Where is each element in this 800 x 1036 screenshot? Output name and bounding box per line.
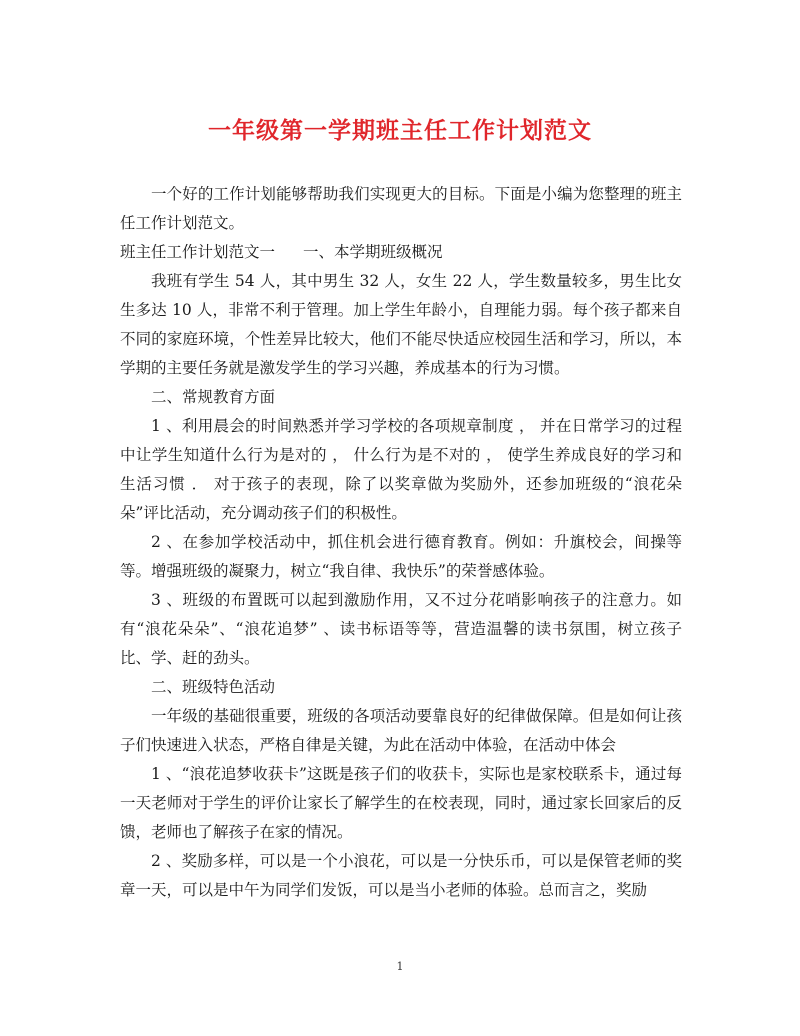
document-body (120, 180, 682, 905)
intro-paragraph: 一个好的工作计划能够帮助我们实现更大的目标。下面是小编为您整理的班主任工作计划范文。 (120, 185, 682, 232)
routine-item-1: 1 、利用晨会的时间熟悉并学习学校的各项规章制度 ， 并在日常学习的过程中让学生知道什么行为是对的 ， 什么行为是不对的 ， 使学生养成良好的学习和生活习惯 ． 对于孩子的表现，除了以奖章做为奖励外，还参加班级的“浪花朵朵”评比活动，充分调动孩子们的积极性。 (120, 417, 682, 522)
page-number: 1 (396, 960, 404, 973)
section-heading-routine-education: 二、常规教育方面 (151, 388, 276, 406)
routine-item-3: 3 、班级的布置既可以起到激励作用，又不过分花哨影响孩子的注意力。如有“浪花朵朵”、“浪花追梦” 、读书标语等等，营造温馨的读书氛围，树立孩子比、学、赶的劲头。 (120, 591, 682, 667)
activity-item-1: 1 、“浪花追梦收获卡”这既是孩子们的收获卡，实际也是家校联系卡，通过每一天老师对于学生的评价让家长了解学生的在校表现，同时，通过家长回家后的反馈，老师也了解孩子在家的情况。 (120, 765, 682, 841)
class-overview-paragraph: 我班有学生 54 人，其中男生 32 人，女生 22 人，学生数量较多，男生比女生多达 10 人，非常不利于管理。加上学生年龄小，自理能力弱。每个孩子都来自不同的家庭环境，个性差异比较大，他们不能尽快适应校园生活和学习，所以，本学期的主要任务就是激发学生的学习兴趣，养成基本的行为习惯。 (120, 272, 682, 377)
section-heading-class-overview: 一、本学期班级概况 (303, 243, 443, 261)
routine-item-2: 2 、在参加学校活动中，抓住机会进行德育教育。例如：升旗校会，间操等等。增强班级的凝聚力，树立“我自律、我快乐”的荣誉感体验。 (120, 533, 682, 580)
section-label: 班主任工作计划范文一 (120, 243, 276, 261)
document-title: 一年级第一学期班主任工作计划范文 (208, 117, 592, 144)
section-heading-special-activities: 二、班级特色活动 (151, 678, 276, 696)
activity-item-2: 2 、奖励多样，可以是一个小浪花，可以是一分快乐币，可以是保管老师的奖章一天，可以是中午为同学们发饭，可以是当小老师的体验。总而言之，奖励 (120, 852, 682, 899)
activities-intro-paragraph: 一年级的基础很重要，班级的各项活动要靠良好的纪律做保障。但是如何让孩子们快速进入状态，严格自律是关键，为此在活动中体验，在活动中体会 (120, 707, 682, 754)
section-heading-line (120, 238, 682, 267)
